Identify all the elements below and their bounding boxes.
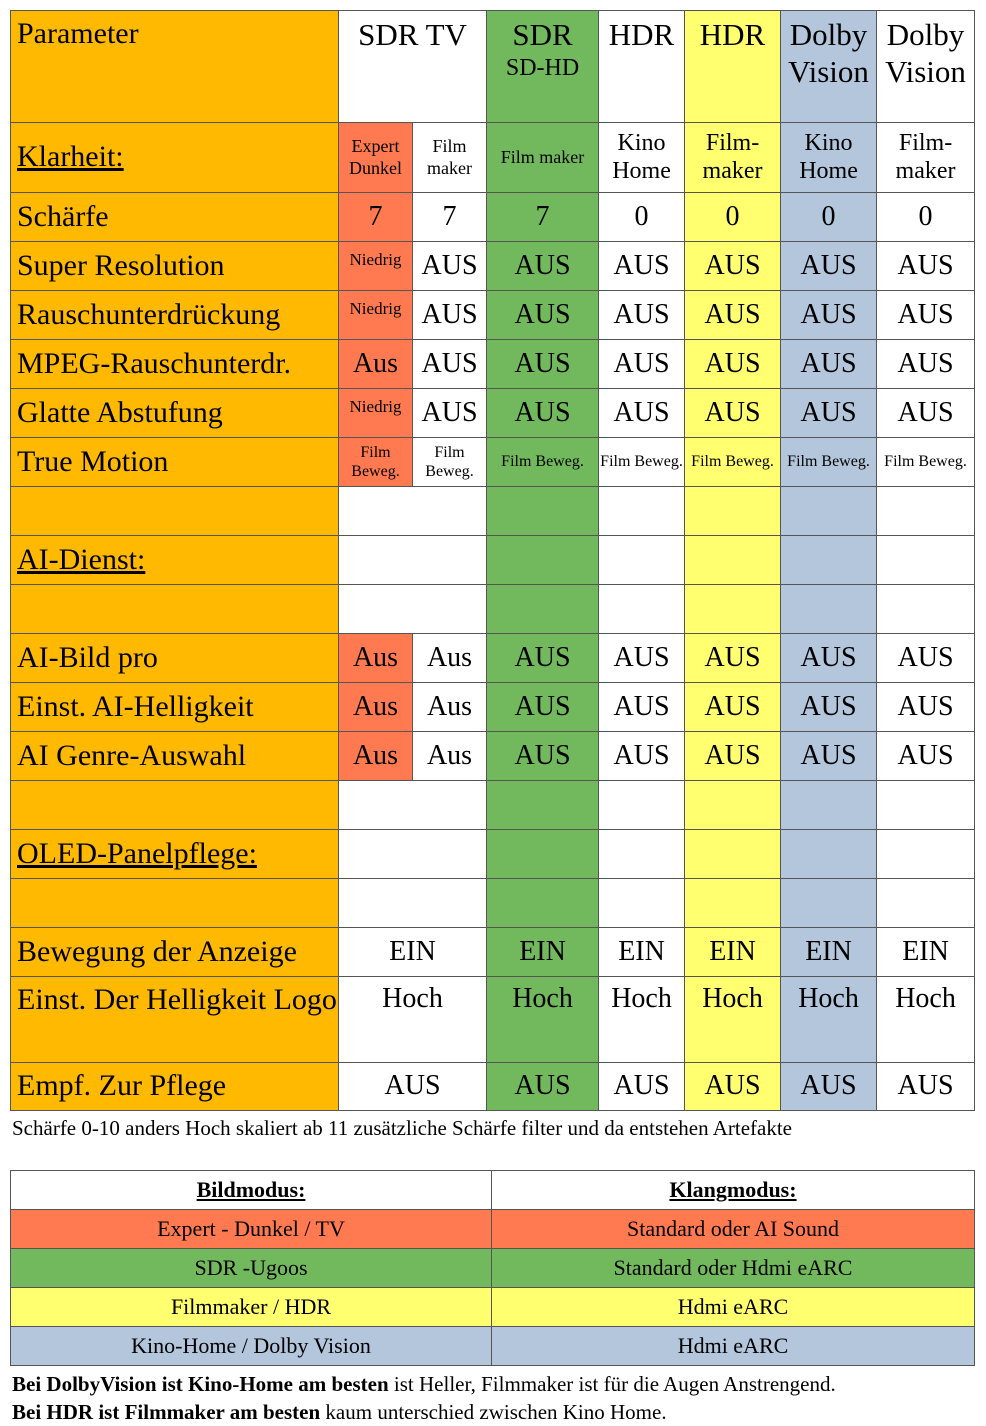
cell: AUS <box>685 291 781 340</box>
label-true-motion: True Motion <box>11 438 339 487</box>
cell: AUS <box>487 340 599 389</box>
cell: Hoch <box>781 977 877 1063</box>
row-spacer <box>11 879 975 928</box>
recommendation-text <box>12 1370 836 1426</box>
cell: AUS <box>877 340 975 389</box>
label-empty <box>11 879 339 928</box>
cell: AUS <box>413 389 487 438</box>
cell: AUS <box>685 340 781 389</box>
cell-empty <box>599 830 685 879</box>
cell: Film Beweg. <box>487 438 599 487</box>
cell-empty <box>487 536 599 585</box>
row-super-resolution <box>11 242 975 291</box>
cell: 0 <box>877 193 975 242</box>
cell: AUS <box>487 634 599 683</box>
cell: AUS <box>339 1063 487 1111</box>
bildmodus-cell: Expert - Dunkel / TV <box>11 1210 492 1249</box>
cell-empty <box>339 781 487 830</box>
row-klarheit <box>11 123 975 193</box>
header-hdr-1: HDR <box>599 11 685 123</box>
bildmodus-cell: Filmmaker / HDR <box>11 1288 492 1327</box>
label-rauschunterdrueckung: Rauschunterdrückung <box>11 291 339 340</box>
label-ai-helligkeit: Einst. AI-Helligkeit <box>11 683 339 732</box>
label-schaerfe: Schärfe <box>11 193 339 242</box>
cell: Hoch <box>877 977 975 1063</box>
cell-empty <box>781 781 877 830</box>
cell: AUS <box>599 389 685 438</box>
cell: EIN <box>877 928 975 977</box>
cell-empty <box>685 830 781 879</box>
cell: AUS <box>413 340 487 389</box>
cell: AUS <box>781 340 877 389</box>
label-empty <box>11 487 339 536</box>
cell-empty <box>487 585 599 634</box>
row-spacer <box>11 781 975 830</box>
label-super-resolution: Super Resolution <box>11 242 339 291</box>
cell: AUS <box>599 683 685 732</box>
cell-empty <box>877 879 975 928</box>
row-rauschunterdrueckung <box>11 291 975 340</box>
mode-row <box>11 1210 975 1249</box>
cell: AUS <box>685 634 781 683</box>
row-logo <box>11 977 975 1063</box>
cell: AUS <box>877 1063 975 1111</box>
recommendation-line-1 <box>12 1370 836 1398</box>
row-schaerfe <box>11 193 975 242</box>
label-bewegung: Bewegung der Anzeige <box>11 928 339 977</box>
cell: AUS <box>877 683 975 732</box>
cell-empty <box>781 585 877 634</box>
cell-empty <box>339 879 487 928</box>
cell: Hoch <box>599 977 685 1063</box>
row-ai-dienst <box>11 536 975 585</box>
cell-empty <box>685 781 781 830</box>
cell: AUS <box>487 683 599 732</box>
cell-empty <box>487 781 599 830</box>
cell: Film Beweg. <box>781 438 877 487</box>
cell: EIN <box>487 928 599 977</box>
cell-empty <box>339 487 487 536</box>
cell: Aus <box>413 634 487 683</box>
cell: Aus <box>413 683 487 732</box>
header-klangmodus: Klangmodus: <box>492 1171 975 1210</box>
cell: EIN <box>781 928 877 977</box>
settings-table <box>10 10 975 1111</box>
cell-empty <box>877 781 975 830</box>
row-oled <box>11 830 975 879</box>
cell: Kino Home <box>781 123 877 193</box>
label-glatte-abstufung: Glatte Abstufung <box>11 389 339 438</box>
cell: Niedrig <box>339 242 413 291</box>
cell: 7 <box>339 193 413 242</box>
cell: AUS <box>413 242 487 291</box>
cell-empty <box>339 536 487 585</box>
cell: Hoch <box>487 977 599 1063</box>
label-pflege: Empf. Zur Pflege <box>11 1063 339 1111</box>
header-parameter: Parameter <box>11 11 339 123</box>
cell: 7 <box>487 193 599 242</box>
cell: AUS <box>781 634 877 683</box>
row-ai-genre <box>11 732 975 781</box>
cell: AUS <box>599 732 685 781</box>
header-row <box>11 11 975 123</box>
cell: AUS <box>685 683 781 732</box>
header-dolby-vision-1: Dolby Vision <box>781 11 877 123</box>
cell-empty <box>877 830 975 879</box>
row-spacer <box>11 487 975 536</box>
cell: AUS <box>599 242 685 291</box>
label-ai-genre: AI Genre-Auswahl <box>11 732 339 781</box>
bildmodus-cell: SDR -Ugoos <box>11 1249 492 1288</box>
header-sdr <box>487 11 599 123</box>
cell: Film maker <box>487 123 599 193</box>
mode-row <box>11 1327 975 1366</box>
cell: AUS <box>413 291 487 340</box>
label-ai-bild: AI-Bild pro <box>11 634 339 683</box>
cell: EIN <box>339 928 487 977</box>
cell-empty <box>877 487 975 536</box>
row-bewegung <box>11 928 975 977</box>
mode-table <box>10 1170 975 1366</box>
cell-empty <box>877 585 975 634</box>
cell-empty <box>487 879 599 928</box>
header-hdr-2: HDR <box>685 11 781 123</box>
cell: AUS <box>599 634 685 683</box>
cell-empty <box>487 830 599 879</box>
cell: Aus <box>413 732 487 781</box>
cell: Film maker <box>413 123 487 193</box>
cell: 0 <box>781 193 877 242</box>
cell: Film Beweg. <box>685 438 781 487</box>
sharpness-note: Schärfe 0-10 anders Hoch skaliert ab 11 zusätzliche Schärfe filter und da entstehen Artefakte <box>12 1116 792 1140</box>
section-oled-panelpflege: OLED-Panelpflege: <box>11 830 339 879</box>
header-sdr-title: SDR <box>512 17 573 52</box>
label-empty <box>11 781 339 830</box>
bildmodus-cell: Kino-Home / Dolby Vision <box>11 1327 492 1366</box>
cell: AUS <box>685 389 781 438</box>
cell: AUS <box>599 1063 685 1111</box>
cell-empty <box>685 585 781 634</box>
mode-row <box>11 1288 975 1327</box>
klangmodus-cell: Hdmi eARC <box>492 1288 975 1327</box>
row-spacer <box>11 585 975 634</box>
row-mpeg <box>11 340 975 389</box>
cell: 0 <box>685 193 781 242</box>
header-sdr-tv: SDR TV <box>339 11 487 123</box>
recommendation-detail: kaum unterschied zwischen Kino Home. <box>320 1400 667 1424</box>
row-ai-bild <box>11 634 975 683</box>
label-logo: Einst. Der Helligkeit Logo <box>11 977 339 1063</box>
cell: AUS <box>487 389 599 438</box>
cell: AUS <box>487 291 599 340</box>
cell-empty <box>781 879 877 928</box>
cell: AUS <box>781 291 877 340</box>
cell-empty <box>781 487 877 536</box>
cell-empty <box>781 830 877 879</box>
cell-empty <box>877 536 975 585</box>
klangmodus-cell: Hdmi eARC <box>492 1327 975 1366</box>
recommendation-line-2 <box>12 1398 836 1426</box>
cell: AUS <box>877 634 975 683</box>
cell: Expert Dunkel <box>339 123 413 193</box>
cell-empty <box>339 585 487 634</box>
header-dolby-vision-2: Dolby Vision <box>877 11 975 123</box>
cell: AUS <box>685 732 781 781</box>
row-glatte-abstufung <box>11 389 975 438</box>
label-empty <box>11 585 339 634</box>
row-ai-helligkeit <box>11 683 975 732</box>
cell: Hoch <box>339 977 487 1063</box>
cell: AUS <box>685 1063 781 1111</box>
cell-empty <box>599 487 685 536</box>
cell: AUS <box>781 242 877 291</box>
cell: AUS <box>877 291 975 340</box>
cell-empty <box>781 536 877 585</box>
cell-empty <box>599 879 685 928</box>
cell: Aus <box>339 683 413 732</box>
mode-row <box>11 1249 975 1288</box>
recommendation-detail: ist Heller, Filmmaker ist für die Augen Anstrengend. <box>388 1372 836 1396</box>
cell: Hoch <box>685 977 781 1063</box>
cell-empty <box>599 585 685 634</box>
row-pflege <box>11 1063 975 1111</box>
cell: Niedrig <box>339 291 413 340</box>
cell-empty <box>599 781 685 830</box>
cell: AUS <box>781 1063 877 1111</box>
recommendation-emphasis: Bei DolbyVision ist Kino-Home am besten <box>12 1372 389 1396</box>
cell: AUS <box>877 242 975 291</box>
klangmodus-cell: Standard oder Hdmi eARC <box>492 1249 975 1288</box>
cell: EIN <box>685 928 781 977</box>
cell: AUS <box>487 732 599 781</box>
cell: Kino Home <box>599 123 685 193</box>
cell: Film Beweg. <box>413 438 487 487</box>
cell: Film-maker <box>877 123 975 193</box>
row-true-motion <box>11 438 975 487</box>
cell: AUS <box>877 732 975 781</box>
cell: Niedrig <box>339 389 413 438</box>
cell: AUS <box>487 242 599 291</box>
cell: 7 <box>413 193 487 242</box>
label-mpeg: MPEG-Rauschunterdr. <box>11 340 339 389</box>
cell: AUS <box>599 340 685 389</box>
cell: AUS <box>781 683 877 732</box>
cell: AUS <box>877 389 975 438</box>
cell: Aus <box>339 340 413 389</box>
label-klarheit: Klarheit: <box>11 123 339 193</box>
cell: Film Beweg. <box>339 438 413 487</box>
mode-header-row <box>11 1171 975 1210</box>
cell: EIN <box>599 928 685 977</box>
cell-empty <box>487 487 599 536</box>
cell: AUS <box>685 242 781 291</box>
cell-empty <box>685 487 781 536</box>
section-ai-dienst: AI-Dienst: <box>11 536 339 585</box>
cell: AUS <box>781 389 877 438</box>
cell: Film Beweg. <box>877 438 975 487</box>
cell-empty <box>685 879 781 928</box>
cell-empty <box>339 830 487 879</box>
cell: 0 <box>599 193 685 242</box>
cell: AUS <box>599 291 685 340</box>
cell: Film-maker <box>685 123 781 193</box>
klangmodus-cell: Standard oder AI Sound <box>492 1210 975 1249</box>
header-bildmodus: Bildmodus: <box>11 1171 492 1210</box>
cell: Aus <box>339 634 413 683</box>
cell: Film Beweg. <box>599 438 685 487</box>
cell: AUS <box>487 1063 599 1111</box>
recommendation-emphasis: Bei HDR ist Filmmaker am besten <box>12 1400 321 1424</box>
cell-empty <box>685 536 781 585</box>
header-sdr-subtitle: SD-HD <box>505 54 580 81</box>
cell: AUS <box>781 732 877 781</box>
cell: Aus <box>339 732 413 781</box>
cell-empty <box>599 536 685 585</box>
